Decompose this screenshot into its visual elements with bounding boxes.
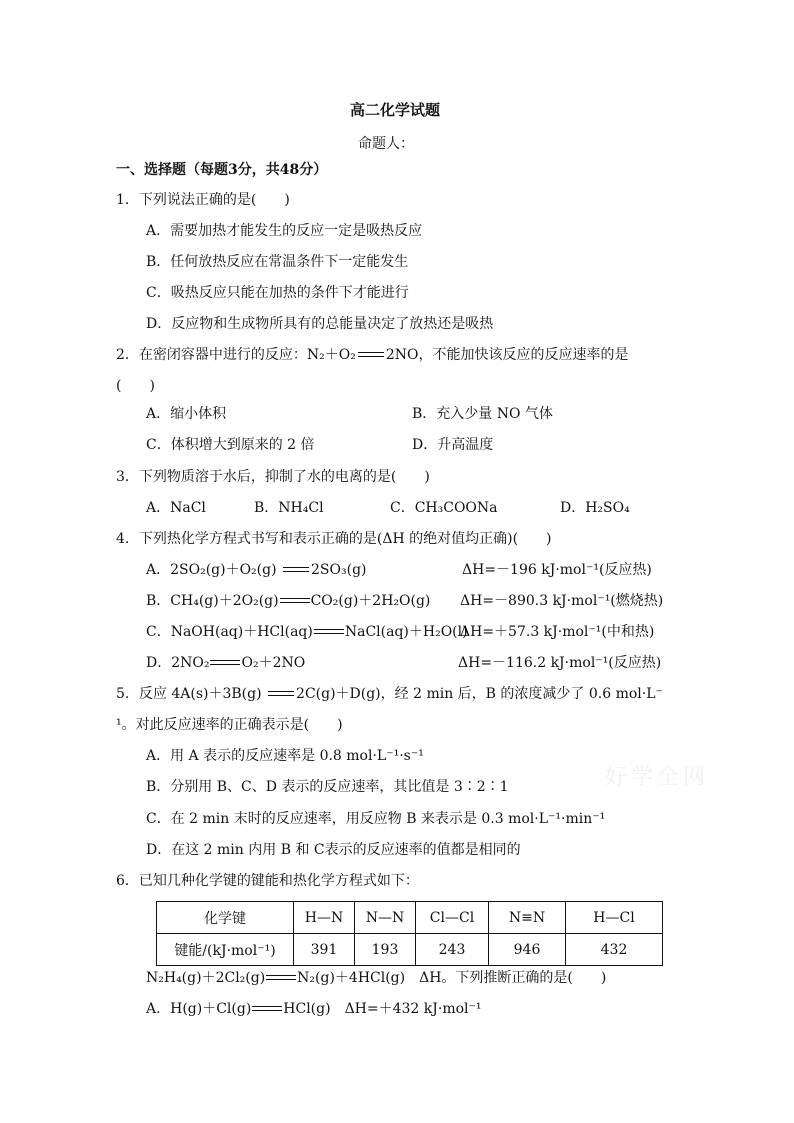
q5-stem-pre: 5．反应 4A(s)＋3B(g) — [116, 686, 262, 702]
q4-c-eq-post: NaCl(aq)＋H₂O(l) — [344, 624, 468, 640]
table-cell: N≡N — [489, 902, 566, 934]
equilibrium-arrow-icon — [268, 689, 294, 699]
q6-stem: 6．已知几种化学键的键能和热化学方程式如下： — [116, 873, 419, 889]
q5-stem — [116, 684, 663, 704]
q6-a-post: HCl(g) ΔH=＋432 kJ·mol⁻¹ — [283, 1001, 482, 1017]
q4-option-c — [146, 622, 468, 642]
q1-option-a: A．需要加热才能发生的反应一定是吸热反应 — [146, 223, 423, 239]
q4-b-eq-pre: B．CH₄(g)＋2O₂(g) — [146, 593, 279, 609]
equals-sign-icon — [252, 1005, 282, 1013]
q4-b-eq-post: CO₂(g)＋2H₂O(g) — [310, 593, 431, 609]
table-cell: 391 — [294, 934, 355, 966]
table-cell: 键能/(kJ·mol⁻¹) — [157, 934, 294, 966]
q2-option-a: A．缩小体积 — [146, 406, 227, 422]
q1-option-b: B．任何放热反应在常温条件下一定能发生 — [146, 254, 409, 270]
equals-sign-icon — [210, 659, 240, 667]
equilibrium-arrow-icon — [358, 350, 384, 360]
table-cell: H—Cl — [566, 902, 663, 934]
section-heading: 一、选择题（每题3分，共48分） — [116, 162, 328, 178]
q2-stem-post: 2NO，不能加快该反应的反应速率的是 — [385, 347, 629, 363]
equilibrium-arrow-icon — [283, 565, 309, 575]
q5-stem-post: 2C(g)＋D(g)，经 2 min 后，B 的浓度减少了 0.6 mol·L⁻ — [296, 686, 663, 702]
table-cell: 432 — [566, 934, 663, 966]
q4-a-eq-post: 2SO₃(g) — [311, 562, 367, 578]
q3-stem: 3．下列物质溶于水后，抑制了水的电离的是( ) — [116, 469, 430, 485]
q1-option-d: D．反应物和生成物所具有的总能量决定了放热还是吸热 — [146, 316, 494, 332]
q4-stem: 4．下列热化学方程式书写和表示正确的是(ΔH 的绝对值均正确)( ) — [116, 531, 552, 547]
page-title: 高二化学试题 — [350, 101, 441, 119]
table-cell: Cl—Cl — [416, 902, 489, 934]
q5-stem-cont: ¹。对此反应速率的正确表示是( ) — [116, 717, 343, 733]
q6-eq-post: N₂(g)＋4HCl(g) ΔH。下列推断正确的是( ) — [297, 970, 607, 986]
q6-option-a — [146, 999, 482, 1019]
q3-option-b: B．NH₄Cl — [254, 500, 324, 516]
watermark: 好学全网 — [605, 765, 710, 790]
table-header-row — [157, 902, 663, 934]
q4-c-dh: ΔH=＋57.3 kJ·mol⁻¹(中和热) — [460, 624, 655, 640]
q4-b-dh: ΔH=－890.3 kJ·mol⁻¹(燃烧热) — [460, 593, 664, 609]
q2-option-b: B．充入少量 NO 气体 — [412, 406, 553, 422]
q6-equation — [146, 968, 606, 988]
table-cell: 化学键 — [157, 902, 294, 934]
q5-option-b: B．分别用 B、C、D 表示的反应速率，其比值是 3∶2∶1 — [146, 779, 509, 795]
q5-option-c: C．在 2 min 末时的反应速率，用反应物 B 来表示是 0.3 mol·L⁻¹·min⁻¹ — [146, 811, 606, 827]
q4-d-eq-pre: D．2NO₂ — [146, 655, 210, 671]
q4-d-dh: ΔH=－116.2 kJ·mol⁻¹(反应热) — [458, 655, 662, 671]
equals-sign-icon — [280, 597, 310, 605]
table-row — [157, 934, 663, 966]
q6-a-pre: A．H(g)＋Cl(g) — [146, 1001, 252, 1017]
equals-sign-icon — [314, 628, 344, 636]
q3-option-a: A．NaCl — [146, 500, 206, 516]
q2-option-d: D．升高温度 — [412, 437, 494, 453]
q4-a-dh: ΔH=－196 kJ·mol⁻¹(反应热) — [462, 562, 652, 578]
q2-stem-pre: 2．在密闭容器中进行的反应：N₂＋O₂ — [116, 347, 356, 363]
table-cell: 243 — [416, 934, 489, 966]
table-cell: 193 — [355, 934, 416, 966]
q5-option-a: A．用 A 表示的反应速率是 0.8 mol·L⁻¹·s⁻¹ — [146, 748, 424, 764]
q3-option-c: C．CH₃COONa — [390, 500, 498, 516]
q1-option-c: C．吸热反应只能在加热的条件下才能进行 — [146, 285, 409, 301]
q4-option-a — [146, 560, 367, 580]
q4-d-eq-post: O₂＋2NO — [241, 655, 306, 671]
table-cell: H—N — [294, 902, 355, 934]
bond-energy-table — [156, 901, 663, 966]
author-line: 命题人： — [358, 136, 414, 152]
q4-option-d — [146, 653, 305, 673]
table-cell: 946 — [489, 934, 566, 966]
q2-stem-cont: ( ) — [116, 378, 155, 394]
q3-option-d: D．H₂SO₄ — [560, 500, 630, 516]
q4-a-eq-pre: A．2SO₂(g)＋O₂(g) — [146, 562, 277, 578]
q5-option-d: D．在这 2 min 内用 B 和 C表示的反应速率的值都是相同的 — [146, 842, 521, 858]
table-cell: N—N — [355, 902, 416, 934]
q2-option-c: C．体积增大到原来的 2 倍 — [146, 437, 315, 453]
q6-eq-pre: N₂H₄(g)＋2Cl₂(g) — [146, 970, 266, 986]
q4-c-eq-pre: C．NaOH(aq)＋HCl(aq) — [146, 624, 313, 640]
q4-option-b — [146, 591, 430, 611]
equals-sign-icon — [266, 974, 296, 982]
q1-stem: 1．下列说法正确的是( ) — [116, 192, 290, 208]
q2-stem — [116, 345, 629, 365]
